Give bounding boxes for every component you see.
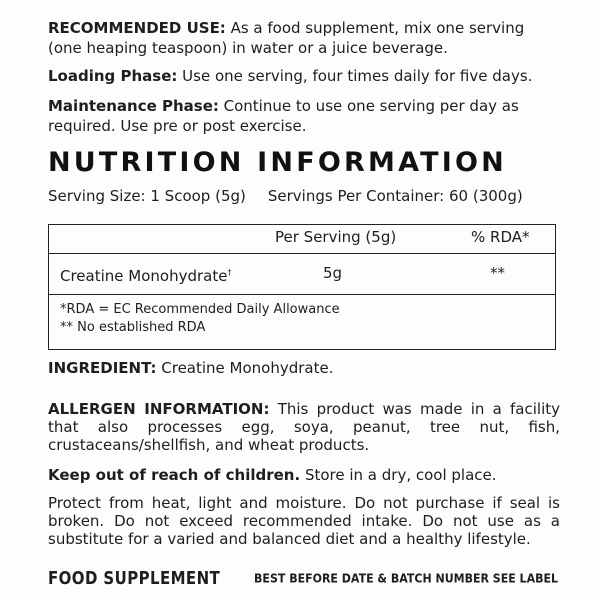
nutrient-name-mark: †	[227, 268, 232, 277]
rda-note: *RDA = EC Recommended Daily Allowance	[60, 302, 340, 317]
food-supplement-label: FOOD SUPPLEMENT	[48, 567, 221, 589]
nutrient-name	[60, 263, 231, 286]
serving-info	[48, 186, 560, 206]
nutrient-rda: **	[490, 264, 505, 282]
recommended-use	[48, 18, 560, 58]
protect-warning: Protect from heat, light and moisture. Do not purchase if seal is broken. Do not exceed recommended intake. Do not use as a substitute for a varied and balanced diet and a healthy lifestyle.	[48, 494, 560, 548]
keep-out-warning	[48, 465, 560, 485]
ingredient-label: INGREDIENT:	[48, 359, 157, 377]
maintenance-phase-text: Continue to use one serving per day as required. Use pre or post exercise.	[48, 97, 519, 135]
best-before-label: BEST BEFORE DATE & BATCH NUMBER SEE LABEL	[254, 570, 558, 586]
servings-per-container: Servings Per Container: 60 (300g)	[267, 187, 523, 205]
column-rda: % RDA*	[471, 228, 530, 246]
column-per-serving: Per Serving (5g)	[275, 228, 397, 246]
table-divider	[49, 294, 555, 295]
keep-out-text: Store in a dry, cool place.	[300, 466, 497, 484]
nutrient-name-text: Creatine Monohydrate	[60, 267, 228, 285]
recommended-use-text: As a food supplement, mix one serving (one heaping teaspoon) in water or a juice beverage.	[48, 19, 525, 57]
recommended-use-label: RECOMMENDED USE:	[48, 19, 226, 37]
loading-phase-label: Loading Phase:	[48, 67, 178, 85]
serving-size: Serving Size: 1 Scoop (5g)	[48, 187, 246, 205]
ingredient	[48, 358, 560, 378]
loading-phase	[48, 66, 560, 86]
loading-phase-text: Use one serving, four times daily for five days.	[177, 67, 533, 85]
ingredient-text: Creatine Monohydrate.	[156, 359, 334, 377]
no-rda-note: ** No established RDA	[60, 320, 206, 335]
maintenance-phase-label: Maintenance Phase:	[48, 97, 219, 115]
maintenance-phase	[48, 96, 560, 136]
nutrition-heading: NUTRITION INFORMATION	[48, 147, 507, 178]
table-divider	[49, 253, 555, 254]
allergen-label: ALLERGEN INFORMATION:	[48, 400, 270, 418]
allergen-info	[48, 400, 560, 454]
nutrition-table	[48, 224, 556, 350]
allergen-text: This product was made in a facility that also processes egg, soya, peanut, tree nut, fish, crustaceans/shellfish, and wheat products.	[48, 400, 560, 454]
table-notes	[60, 301, 340, 337]
keep-out-label: Keep out of reach of children.	[48, 466, 301, 484]
nutrient-amount: 5g	[323, 264, 343, 282]
